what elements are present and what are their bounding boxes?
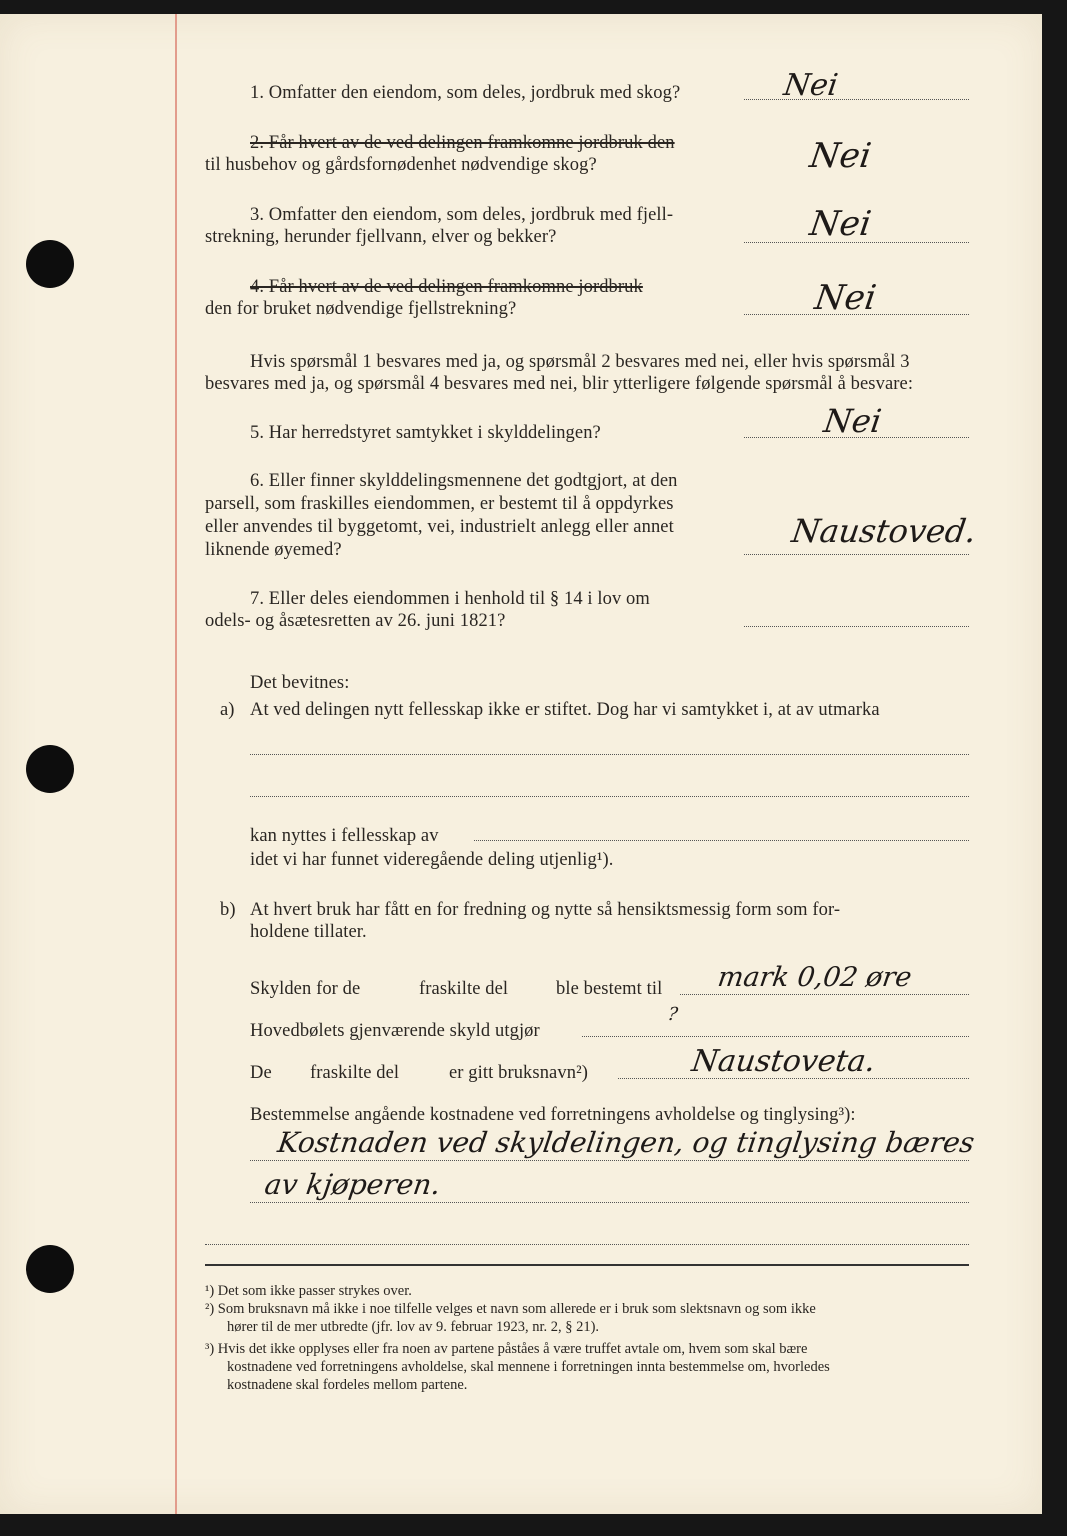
punch-hole [26, 1245, 74, 1293]
intro-line-2: besvares med ja, og spørsmål 4 besvares med nei, blir ytterligere følgende spørsmål å besvare: [205, 374, 914, 394]
question-4-line-1: 4. Får hvert av de ved delingen framkomne jordbruk [250, 277, 643, 297]
question-1: 1. Omfatter den eiendom, som deles, jordbruk med skog? [250, 83, 681, 103]
hovedbol-answer: ? [666, 1004, 680, 1025]
question-3-line-2: strekning, herunder fjellvann, elver og bekker? [205, 227, 557, 247]
question-7-line-1: 7. Eller deles eiendommen i henhold til § 14 i lov om [250, 589, 650, 609]
intro-line-1: Hvis spørsmål 1 besvares med ja, og spørsmål 2 besvares med nei, eller hvis spørsmål 3 [250, 352, 910, 372]
answer-line [744, 554, 969, 555]
punch-hole [26, 745, 74, 793]
answer-2: Nei [807, 136, 874, 176]
answer-line [205, 1244, 969, 1245]
question-5: 5. Har herredstyret samtykket i skylddelingen? [250, 423, 601, 443]
question-2-line-2: til husbehov og gårdsfornødenhet nødvendige skog? [205, 155, 597, 175]
question-2-line-1: 2. Får hvert av de ved delingen framkomne jordbruk den [250, 133, 675, 153]
item-b-label: b) [220, 900, 236, 920]
question-6-line-2: parsell, som fraskilles eiendommen, er bestemt til å oppdyrkes [205, 494, 674, 514]
question-6-line-1: 6. Eller finner skylddelingsmennene det godtgjort, at den [250, 471, 678, 491]
skyld-label-3: ble bestemt til [556, 979, 663, 999]
footnote-2-line-1: ²) Som bruksnavn må ikke i noe tilfelle velges et navn som allerede er i bruk som slektsnavn og som ikke [205, 1301, 816, 1317]
item-b-line-1: At hvert bruk har fått en for fredning og nytte så hensiktsmessig form som for- [250, 900, 841, 920]
bevitnes-heading: Det bevitnes: [250, 673, 350, 693]
answer-line [680, 994, 969, 995]
item-a-label: a) [220, 700, 235, 720]
skyld-label-1: Skylden for de [250, 979, 361, 999]
item-b-line-2: holdene tillater. [250, 922, 367, 942]
answer-line [744, 626, 969, 627]
bestemmelse-answer-line-1: Kostnaden ved skyldelingen, og tinglysing bæres [275, 1126, 977, 1159]
question-7-line-2: odels- og åsætesretten av 26. juni 1821? [205, 611, 506, 631]
footnote-1: ¹) Det som ikke passer strykes over. [205, 1283, 412, 1299]
answer-4: Nei [812, 278, 879, 318]
bruksnavn-answer: Naustoveta. [689, 1044, 878, 1079]
question-6-line-4: liknende øyemed? [205, 540, 342, 560]
blank-line [250, 796, 969, 797]
answer-6: Naustoved. [789, 512, 979, 550]
blank-line [250, 754, 969, 755]
answer-line [744, 99, 969, 100]
punch-hole [26, 240, 74, 288]
item-a-line-2: kan nyttes i fellesskap av [250, 826, 439, 846]
blank-line [474, 840, 969, 841]
item-a-line-3: idet vi har funnet videregående deling utjenlig¹). [250, 850, 614, 870]
question-4-line-2: den for bruket nødvendige fjellstrekning? [205, 299, 517, 319]
answer-3: Nei [807, 204, 874, 244]
skyld-label-2: fraskilte del [419, 979, 509, 999]
footnote-3-line-3: kostnadene skal fordeles mellom partene. [227, 1377, 468, 1393]
hovedbol-label: Hovedbølets gjenværende skyld utgjør [250, 1021, 540, 1041]
bestemmelse-answer-line-2: av kjøperen. [262, 1168, 443, 1201]
answer-line [250, 1160, 969, 1161]
margin-line [175, 14, 177, 1514]
item-a-line-1: At ved delingen nytt fellesskap ikke er stiftet. Dog har vi samtykket i, at av utmarka [250, 700, 880, 720]
question-3-line-1: 3. Omfatter den eiendom, som deles, jordbruk med fjell- [250, 205, 674, 225]
footnote-2-line-2: hører til de mer utbredte (jfr. lov av 9. februar 1923, nr. 2, § 21). [227, 1319, 600, 1335]
bruksnavn-label-2: fraskilte del [310, 1063, 400, 1083]
bestemmelse-label: Bestemmelse angående kostnadene ved forretningens avholdelse og tinglysing³): [250, 1105, 856, 1125]
footnote-divider [205, 1264, 969, 1266]
question-6-line-3: eller anvendes til byggetomt, vei, industrielt anlegg eller annet [205, 517, 674, 537]
answer-1: Nei [781, 68, 841, 103]
answer-line [250, 1202, 969, 1203]
footnote-3-line-2: kostnadene ved forretningens avholdelse, skal mennene i forretningen innta bestemmelse om, hvorledes [227, 1359, 830, 1375]
bruksnavn-label-1: De [250, 1063, 272, 1083]
answer-5: Nei [821, 402, 884, 440]
footnote-3-line-1: ³) Hvis det ikke opplyses eller fra noen av partene påståes å være truffet avtale om, hvem som skal bære [205, 1341, 808, 1357]
bruksnavn-label-3: er gitt bruksnavn²) [449, 1063, 588, 1083]
answer-line [582, 1036, 969, 1037]
skyld-answer: mark 0,02 øre [715, 962, 914, 993]
